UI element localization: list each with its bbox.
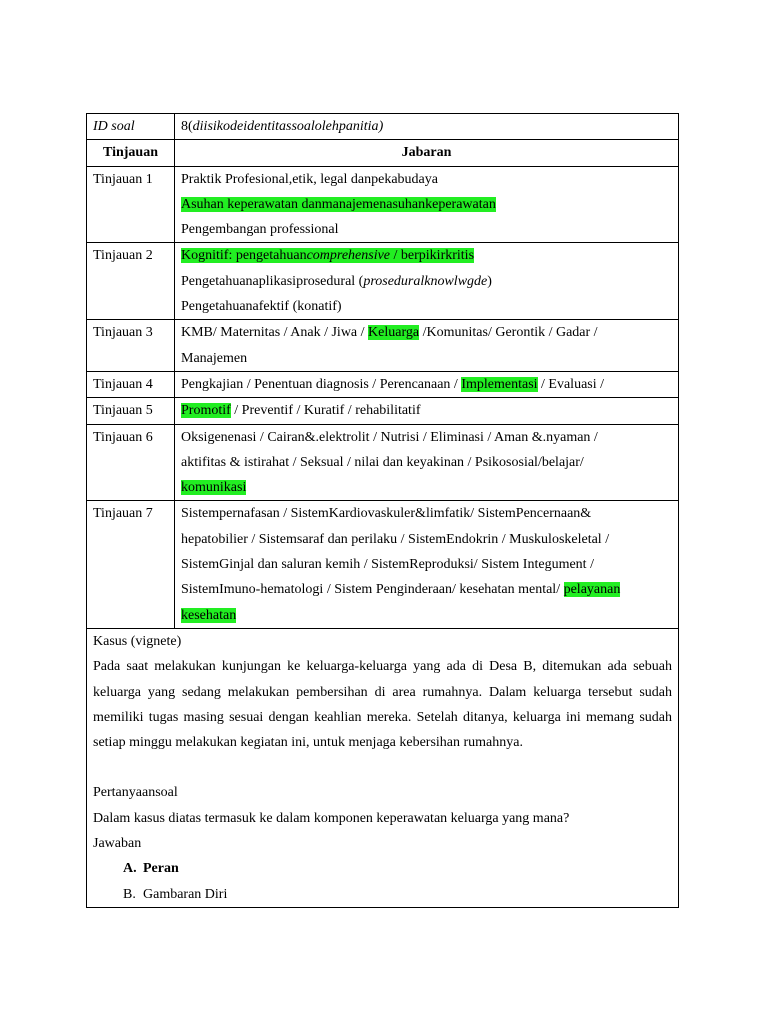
tinjauan-label: Tinjauan 3 — [87, 320, 175, 372]
jabaran-text: SistemGinjal dan saluran kemih / SistemReproduksi/ Sistem Integument / — [181, 557, 594, 573]
jabaran-text: Pengetahuanaplikasiprosedural ( — [181, 273, 364, 289]
answer-title: Jawaban — [93, 836, 142, 852]
answer-options — [93, 856, 672, 907]
answer-option — [93, 856, 672, 881]
jabaran-line — [181, 243, 672, 268]
jabaran-line — [181, 450, 672, 475]
tinjauan-row — [87, 424, 679, 501]
highlighted-text: pelayanan — [563, 582, 621, 598]
id-value — [175, 114, 679, 140]
tinjauan-row — [87, 501, 679, 628]
id-value-close: ) — [378, 119, 384, 134]
jabaran-text: / Evaluasi / — [537, 376, 605, 392]
tinjauan-label: Tinjauan 1 — [87, 166, 175, 243]
jabaran-cell — [175, 371, 679, 397]
jabaran-cell — [175, 424, 679, 501]
answer-option — [93, 882, 672, 907]
jabaran-line — [181, 372, 672, 397]
jabaran-cell — [175, 320, 679, 372]
tinjauan-row — [87, 166, 679, 243]
jabaran-line — [181, 294, 672, 319]
tinjauan-label: Tinjauan 4 — [87, 371, 175, 397]
jabaran-cell — [175, 243, 679, 320]
highlighted-text: Implementasi — [461, 376, 538, 392]
id-value-num: 8( — [181, 119, 193, 134]
tinjauan-row — [87, 243, 679, 320]
tinjauan-label: Tinjauan 2 — [87, 243, 175, 320]
col-tinjauan-header: Tinjauan — [87, 140, 175, 166]
jabaran-line — [181, 346, 672, 371]
jabaran-line — [181, 527, 672, 552]
jabaran-text: Pengembangan professional — [181, 222, 339, 238]
jabaran-line — [181, 603, 672, 628]
tinjauan-label: Tinjauan 5 — [87, 398, 175, 424]
jabaran-text: Oksigenenasi / Cairan&.elektrolit / Nutrisi / Eliminasi / Aman &.nyaman / — [181, 429, 598, 445]
jabaran-line — [181, 167, 672, 192]
jabaran-line — [181, 217, 672, 242]
id-label: ID soal — [87, 114, 175, 140]
spacer — [93, 755, 672, 780]
jabaran-line — [181, 552, 672, 577]
jabaran-text: Praktik Profesional,etik, legal danpekabudaya — [181, 171, 438, 187]
highlighted-text: Asuhan keperawatan danmanajemenasuhankeperawatan — [181, 196, 496, 212]
review-rows — [87, 166, 679, 628]
jabaran-text: aktifitas & istirahat / Seksual / nilai dan keyakinan / Psikososial/belajar/ — [181, 454, 584, 470]
id-value-italic: diisikodeidentitassoalolehpanitia — [192, 119, 379, 134]
highlighted-text: Keluarga — [368, 325, 420, 341]
header-row — [87, 140, 679, 166]
question-form-table — [86, 113, 679, 908]
option-text: Gambaran Diri — [143, 886, 228, 902]
tinjauan-row — [87, 371, 679, 397]
case-cell — [87, 628, 679, 907]
id-row — [87, 114, 679, 140]
highlighted-text: comprehensive — [306, 248, 391, 264]
highlighted-text: komunikasi — [181, 480, 247, 496]
jabaran-text: hepatobilier / Sistemsaraf dan perilaku / SistemEndokrin / Muskuloskeletal / — [181, 531, 610, 547]
tinjauan-label: Tinjauan 7 — [87, 501, 175, 628]
case-title: Kasus (vignete) — [93, 633, 182, 649]
option-letter: A. — [123, 861, 137, 877]
jabaran-cell — [175, 398, 679, 424]
jabaran-line — [181, 425, 672, 450]
jabaran-text: / Preventif / Kuratif / rehabilitatif — [230, 403, 421, 419]
jabaran-line — [181, 398, 672, 423]
highlighted-text: / berpikirkritis — [390, 248, 475, 264]
option-letter: B. — [123, 886, 136, 902]
question-text: Dalam kasus diatas termasuk ke dalam komponen keperawatan keluarga yang mana? — [93, 810, 570, 826]
question-title: Pertanyaansoal — [93, 785, 178, 801]
jabaran-text: Pengkajian / Penentuan diagnosis / Perencanaan / — [181, 376, 462, 392]
jabaran-text: proseduralknowlwgde — [363, 273, 488, 289]
jabaran-line — [181, 192, 672, 217]
option-text: Peran — [143, 861, 179, 877]
jabaran-text: KMB/ Maternitas / Anak / Jiwa / — [181, 325, 369, 341]
col-jabaran-header: Jabaran — [175, 140, 679, 166]
tinjauan-label: Tinjauan 6 — [87, 424, 175, 501]
jabaran-text: Manajemen — [181, 350, 248, 366]
jabaran-line — [181, 320, 672, 345]
jabaran-cell — [175, 166, 679, 243]
highlighted-text: Kognitif: pengetahuan — [181, 248, 307, 264]
jabaran-line — [181, 475, 672, 500]
jabaran-cell — [175, 501, 679, 628]
jabaran-line — [181, 577, 672, 602]
case-row — [87, 628, 679, 907]
jabaran-line — [181, 501, 672, 526]
jabaran-text: Pengetahuanafektif (konatif) — [181, 299, 342, 315]
jabaran-text: /Komunitas/ Gerontik / Gadar / — [419, 325, 598, 341]
highlighted-text: Promotif — [181, 403, 231, 419]
jabaran-text: SistemImuno-hematologi / Sistem Penginderaan/ kesehatan mental/ — [181, 582, 564, 598]
tinjauan-row — [87, 320, 679, 372]
jabaran-text: ) — [487, 273, 492, 289]
jabaran-text: Sistempernafasan / SistemKardiovaskuler&limfatik/ SistemPencernaan& — [181, 506, 592, 522]
case-paragraph: Pada saat melakukan kunjungan ke keluarga-keluarga yang ada di Desa B, ditemukan ada sebuah keluarga yang sedang melakukan pembersihan di area rumahnya. Dalam keluarga tersebut sudah memiliki tugas masing sesuai dengan keahlian mereka. Setelah ditanya, keluarga ini memang sudah setiap minggu melakukan kegiatan ini, untuk menjaga kebersihan rumahnya. — [93, 659, 672, 751]
jabaran-line — [181, 269, 672, 294]
highlighted-text: kesehatan — [181, 607, 237, 623]
tinjauan-row — [87, 398, 679, 424]
